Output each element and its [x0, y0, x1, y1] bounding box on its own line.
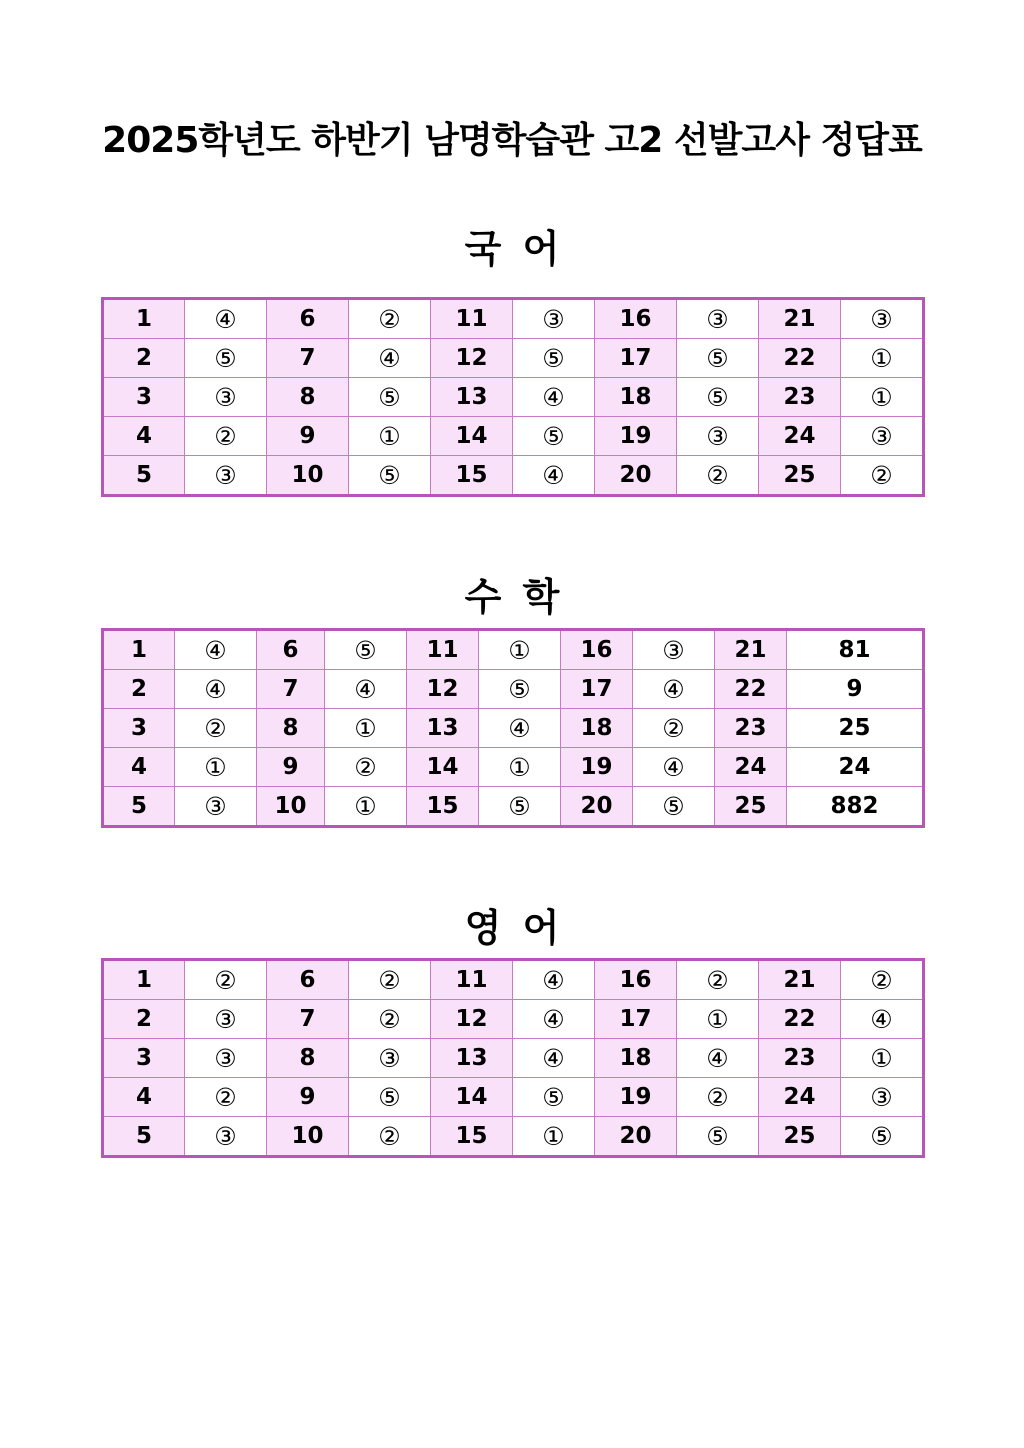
answer-cell: 25 — [787, 709, 924, 748]
question-number: 18 — [595, 1039, 677, 1078]
answer-cell: ④ — [349, 339, 431, 378]
answer-cell: ② — [185, 417, 267, 456]
question-number: 3 — [103, 378, 185, 417]
answer-cell: ② — [175, 709, 257, 748]
table-row — [103, 1117, 924, 1157]
question-number: 9 — [267, 1078, 349, 1117]
answer-cell: ④ — [513, 1000, 595, 1039]
question-number: 17 — [561, 670, 633, 709]
answer-cell: ③ — [841, 299, 924, 339]
question-number: 24 — [715, 748, 787, 787]
answer-cell: ④ — [513, 1039, 595, 1078]
table-row — [103, 1000, 924, 1039]
question-number: 6 — [267, 299, 349, 339]
question-number: 5 — [103, 456, 185, 496]
answer-cell: ③ — [175, 787, 257, 827]
answer-cell: ⑤ — [677, 378, 759, 417]
question-number: 11 — [407, 630, 479, 670]
table-row — [103, 748, 924, 787]
table-row — [103, 339, 924, 378]
question-number: 19 — [595, 417, 677, 456]
answer-cell: ⑤ — [349, 1078, 431, 1117]
answer-cell: ① — [841, 378, 924, 417]
question-number: 2 — [103, 670, 175, 709]
question-number: 18 — [561, 709, 633, 748]
table-row — [103, 670, 924, 709]
question-number: 21 — [759, 960, 841, 1000]
question-number: 14 — [407, 748, 479, 787]
answer-cell: ① — [175, 748, 257, 787]
answer-table-korean — [101, 297, 925, 497]
question-number: 7 — [267, 339, 349, 378]
answer-cell: ③ — [185, 378, 267, 417]
answer-cell: ④ — [513, 378, 595, 417]
answer-cell: ④ — [185, 299, 267, 339]
table-row — [103, 787, 924, 827]
question-number: 14 — [431, 417, 513, 456]
answer-cell: ② — [677, 960, 759, 1000]
question-number: 21 — [759, 299, 841, 339]
question-number: 10 — [267, 456, 349, 496]
question-number: 4 — [103, 748, 175, 787]
answer-cell: ② — [185, 960, 267, 1000]
section-title-math: 수 학 — [464, 575, 560, 619]
question-number: 25 — [759, 456, 841, 496]
answer-cell: ⑤ — [677, 339, 759, 378]
answer-cell: ⑤ — [185, 339, 267, 378]
answer-cell: ④ — [513, 960, 595, 1000]
answer-cell: ② — [633, 709, 715, 748]
table-row — [103, 960, 924, 1000]
question-number: 8 — [267, 378, 349, 417]
question-number: 2 — [103, 1000, 185, 1039]
answer-cell: ② — [349, 960, 431, 1000]
question-number: 15 — [431, 1117, 513, 1157]
question-number: 25 — [759, 1117, 841, 1157]
answer-cell: ① — [349, 417, 431, 456]
answer-cell: ④ — [677, 1039, 759, 1078]
question-number: 22 — [759, 339, 841, 378]
answer-cell: ① — [677, 1000, 759, 1039]
answer-cell: ⑤ — [349, 378, 431, 417]
question-number: 6 — [267, 960, 349, 1000]
page-title: 2025학년도 하반기 남명학습관 고2 선발고사 정답표 — [102, 120, 922, 161]
question-number: 13 — [431, 1039, 513, 1078]
question-number: 25 — [715, 787, 787, 827]
answer-cell: ① — [325, 709, 407, 748]
answer-cell: ⑤ — [841, 1117, 924, 1157]
answer-cell: ⑤ — [325, 630, 407, 670]
answer-cell: ⑤ — [633, 787, 715, 827]
answer-cell: ⑤ — [479, 787, 561, 827]
question-number: 10 — [267, 1117, 349, 1157]
answer-cell: ② — [841, 960, 924, 1000]
answer-cell: ② — [349, 299, 431, 339]
answer-cell: 24 — [787, 748, 924, 787]
question-number: 15 — [431, 456, 513, 496]
section-title-english: 영 어 — [464, 906, 560, 950]
answer-cell: ① — [841, 1039, 924, 1078]
question-number: 1 — [103, 299, 185, 339]
question-number: 24 — [759, 1078, 841, 1117]
question-number: 8 — [267, 1039, 349, 1078]
question-number: 13 — [431, 378, 513, 417]
answer-cell: ① — [513, 1117, 595, 1157]
question-number: 6 — [257, 630, 325, 670]
answer-cell: ③ — [841, 417, 924, 456]
answer-cell: ④ — [513, 456, 595, 496]
question-number: 17 — [595, 339, 677, 378]
question-number: 3 — [103, 709, 175, 748]
question-number: 2 — [103, 339, 185, 378]
question-number: 11 — [431, 960, 513, 1000]
answer-cell: ③ — [185, 1039, 267, 1078]
question-number: 22 — [715, 670, 787, 709]
answer-cell: ③ — [185, 1117, 267, 1157]
answer-cell: ④ — [175, 670, 257, 709]
table-row — [103, 709, 924, 748]
answer-cell: 9 — [787, 670, 924, 709]
question-number: 21 — [715, 630, 787, 670]
answer-table-math — [101, 628, 925, 828]
question-number: 15 — [407, 787, 479, 827]
answer-cell: ⑤ — [513, 417, 595, 456]
answer-cell: ④ — [325, 670, 407, 709]
question-number: 12 — [431, 339, 513, 378]
answer-cell: ③ — [841, 1078, 924, 1117]
answer-cell: ① — [479, 630, 561, 670]
answer-cell: ③ — [185, 456, 267, 496]
question-number: 18 — [595, 378, 677, 417]
answer-cell: ② — [677, 1078, 759, 1117]
answer-cell: ④ — [633, 748, 715, 787]
question-number: 4 — [103, 417, 185, 456]
answer-cell: ② — [677, 456, 759, 496]
answer-cell: 882 — [787, 787, 924, 827]
question-number: 22 — [759, 1000, 841, 1039]
question-number: 3 — [103, 1039, 185, 1078]
question-number: 19 — [561, 748, 633, 787]
table-row — [103, 299, 924, 339]
question-number: 5 — [103, 787, 175, 827]
answer-cell: ① — [325, 787, 407, 827]
question-number: 17 — [595, 1000, 677, 1039]
question-number: 19 — [595, 1078, 677, 1117]
answer-cell: 81 — [787, 630, 924, 670]
question-number: 24 — [759, 417, 841, 456]
answer-table-english — [101, 958, 925, 1158]
answer-cell: ⑤ — [513, 339, 595, 378]
answer-cell: ⑤ — [513, 1078, 595, 1117]
answer-cell: ③ — [349, 1039, 431, 1078]
question-number: 4 — [103, 1078, 185, 1117]
question-number: 5 — [103, 1117, 185, 1157]
answer-cell: ④ — [479, 709, 561, 748]
table-row — [103, 378, 924, 417]
answer-cell: ⑤ — [479, 670, 561, 709]
question-number: 12 — [407, 670, 479, 709]
answer-cell: ② — [841, 456, 924, 496]
question-number: 7 — [267, 1000, 349, 1039]
question-number: 1 — [103, 960, 185, 1000]
question-number: 10 — [257, 787, 325, 827]
answer-cell: ③ — [633, 630, 715, 670]
table-row — [103, 630, 924, 670]
table-row — [103, 1039, 924, 1078]
answer-cell: ③ — [185, 1000, 267, 1039]
table-row — [103, 1078, 924, 1117]
answer-cell: ① — [841, 339, 924, 378]
question-number: 16 — [595, 299, 677, 339]
answer-cell: ④ — [841, 1000, 924, 1039]
question-number: 9 — [267, 417, 349, 456]
answer-cell: ③ — [513, 299, 595, 339]
answer-cell: ① — [479, 748, 561, 787]
question-number: 20 — [561, 787, 633, 827]
question-number: 12 — [431, 1000, 513, 1039]
table-row — [103, 417, 924, 456]
question-number: 8 — [257, 709, 325, 748]
question-number: 1 — [103, 630, 175, 670]
answer-cell: ④ — [633, 670, 715, 709]
table-row — [103, 456, 924, 496]
question-number: 14 — [431, 1078, 513, 1117]
section-title-korean: 국 어 — [464, 227, 560, 271]
answer-cell: ④ — [175, 630, 257, 670]
question-number: 9 — [257, 748, 325, 787]
question-number: 16 — [595, 960, 677, 1000]
answer-cell: ③ — [677, 417, 759, 456]
answer-cell: ⑤ — [349, 456, 431, 496]
question-number: 7 — [257, 670, 325, 709]
answer-cell: ② — [349, 1000, 431, 1039]
answer-cell: ② — [185, 1078, 267, 1117]
question-number: 23 — [715, 709, 787, 748]
question-number: 13 — [407, 709, 479, 748]
answer-cell: ② — [349, 1117, 431, 1157]
question-number: 11 — [431, 299, 513, 339]
question-number: 23 — [759, 378, 841, 417]
question-number: 20 — [595, 456, 677, 496]
question-number: 16 — [561, 630, 633, 670]
question-number: 20 — [595, 1117, 677, 1157]
answer-cell: ② — [325, 748, 407, 787]
answer-cell: ⑤ — [677, 1117, 759, 1157]
question-number: 23 — [759, 1039, 841, 1078]
answer-cell: ③ — [677, 299, 759, 339]
